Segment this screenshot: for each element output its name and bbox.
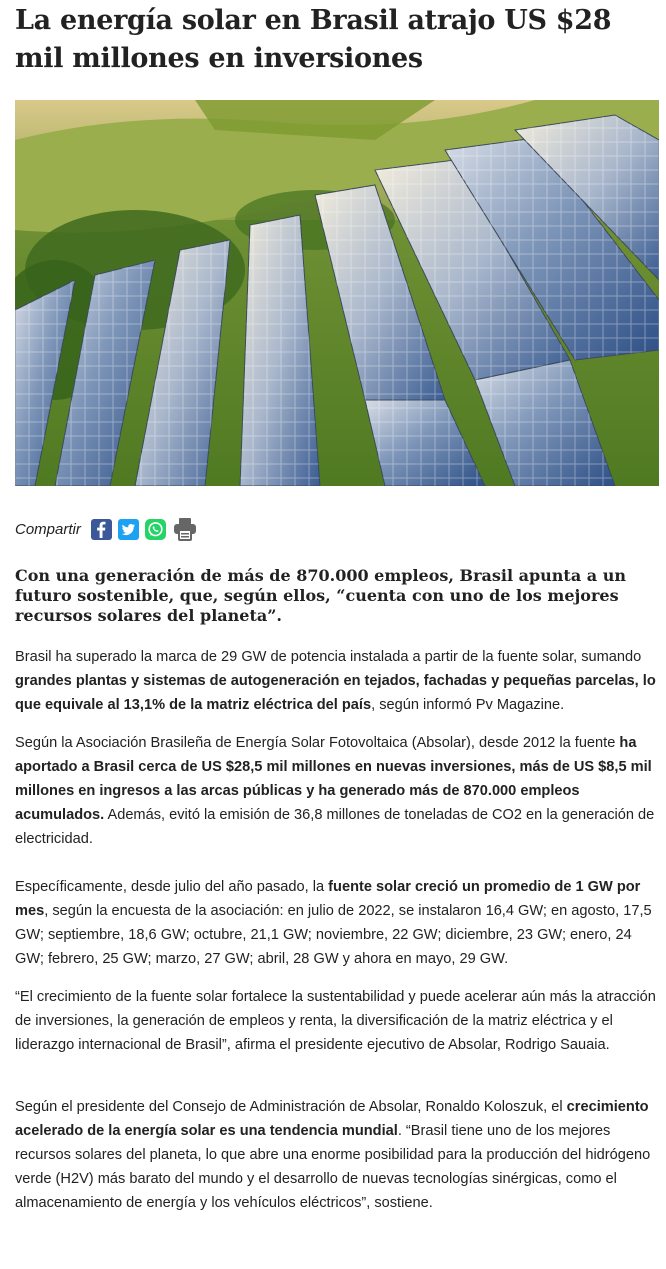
text-segment: Brasil ha superado la marca de 29 GW de potencia instalada a partir de la fuente solar, sumando <box>15 649 642 665</box>
twitter-share-button[interactable] <box>118 519 139 540</box>
text-segment: . “Brasil tiene uno de los mejores recursos solares del planeta, lo que abre una enorme posibilidad para la producción del hidrógeno verde (H2V) más barato del mundo y el desarrollo de nuevas tecnologías sinérgicas, como el almacenamiento de energía y los vehículos eléctricos”, sostiene. <box>15 1123 651 1211</box>
article-paragraph <box>15 731 660 851</box>
share-label: Compartir <box>15 520 81 538</box>
bold-text-segment: crecimiento acelerado de la energía solar es una tendencia mundial <box>15 1099 649 1139</box>
article-lead: Con una generación de más de 870.000 empleos, Brasil apunta a un futuro sostenible, que, según ellos, “cuenta con uno de los mejores recursos solares del planeta”. <box>15 566 626 625</box>
print-button[interactable] <box>172 519 198 540</box>
whatsapp-share-button[interactable] <box>145 519 166 540</box>
bold-text-segment: grandes plantas y sistemas de autogeneración en tejados, fachadas y pequeñas parcelas, lo que equivale al 13,1% de la matriz eléctrica del país <box>15 673 656 713</box>
twitter-icon <box>118 519 139 540</box>
solar-farm-illustration <box>15 100 659 486</box>
bold-text-segment: ha aportado a Brasil cerca de US $28,5 mil millones en nuevas inversiones, más de US $8,5 mil millones en ingresos a las arcas públicas y ha generado más de 870.000 empleos acumulados. <box>15 735 652 823</box>
text-segment: “El crecimiento de la fuente solar fortalece la sustentabilidad y puede acelerar aún más la atracción de inversiones, la generación de empleos y renta, la diversificación de la matriz eléctrica y el liderazgo internacional de Brasil”, afirma el presidente ejecutivo de Absolar, Rodrigo Sauaia. <box>15 989 656 1053</box>
text-segment: , según la encuesta de la asociación: en julio de 2022, se instalaron 16,4 GW; en agosto, 17,5 GW; septiembre, 18,6 GW; octubre, 21,1 GW; noviembre, 22 GW; diciembre, 23 GW; enero, 24 GW; febrero, 25 GW; marzo, 27 GW; abril, 28 GW y ahora en mayo, 29 GW. <box>15 903 652 967</box>
facebook-share-button[interactable] <box>91 519 112 540</box>
article-paragraph <box>15 985 660 1057</box>
article-headline: La energía solar en Brasil atrajo US $28 mil millones en inversiones <box>15 5 612 74</box>
hero-image-solar-farm <box>15 100 659 486</box>
text-segment: Según el presidente del Consejo de Administración de Absolar, Ronaldo Koloszuk, el <box>15 1099 567 1115</box>
text-segment: Además, evitó la emisión de 36,8 millones de toneladas de CO2 en la generación de electricidad. <box>15 807 655 847</box>
printer-icon <box>172 517 198 541</box>
text-segment: Según la Asociación Brasileña de Energía Solar Fotovoltaica (Absolar), desde 2012 la fuente <box>15 735 620 751</box>
bold-text-segment: fuente solar creció un promedio de 1 GW por mes <box>15 879 641 919</box>
text-segment: , según informó Pv Magazine. <box>371 697 565 713</box>
article-paragraph <box>15 875 660 971</box>
text-segment: Específicamente, desde julio del año pasado, la <box>15 879 329 895</box>
article-paragraph <box>15 645 660 717</box>
whatsapp-icon <box>145 519 166 540</box>
facebook-icon <box>91 519 112 540</box>
article-paragraph <box>15 1095 660 1215</box>
share-bar <box>15 515 204 543</box>
